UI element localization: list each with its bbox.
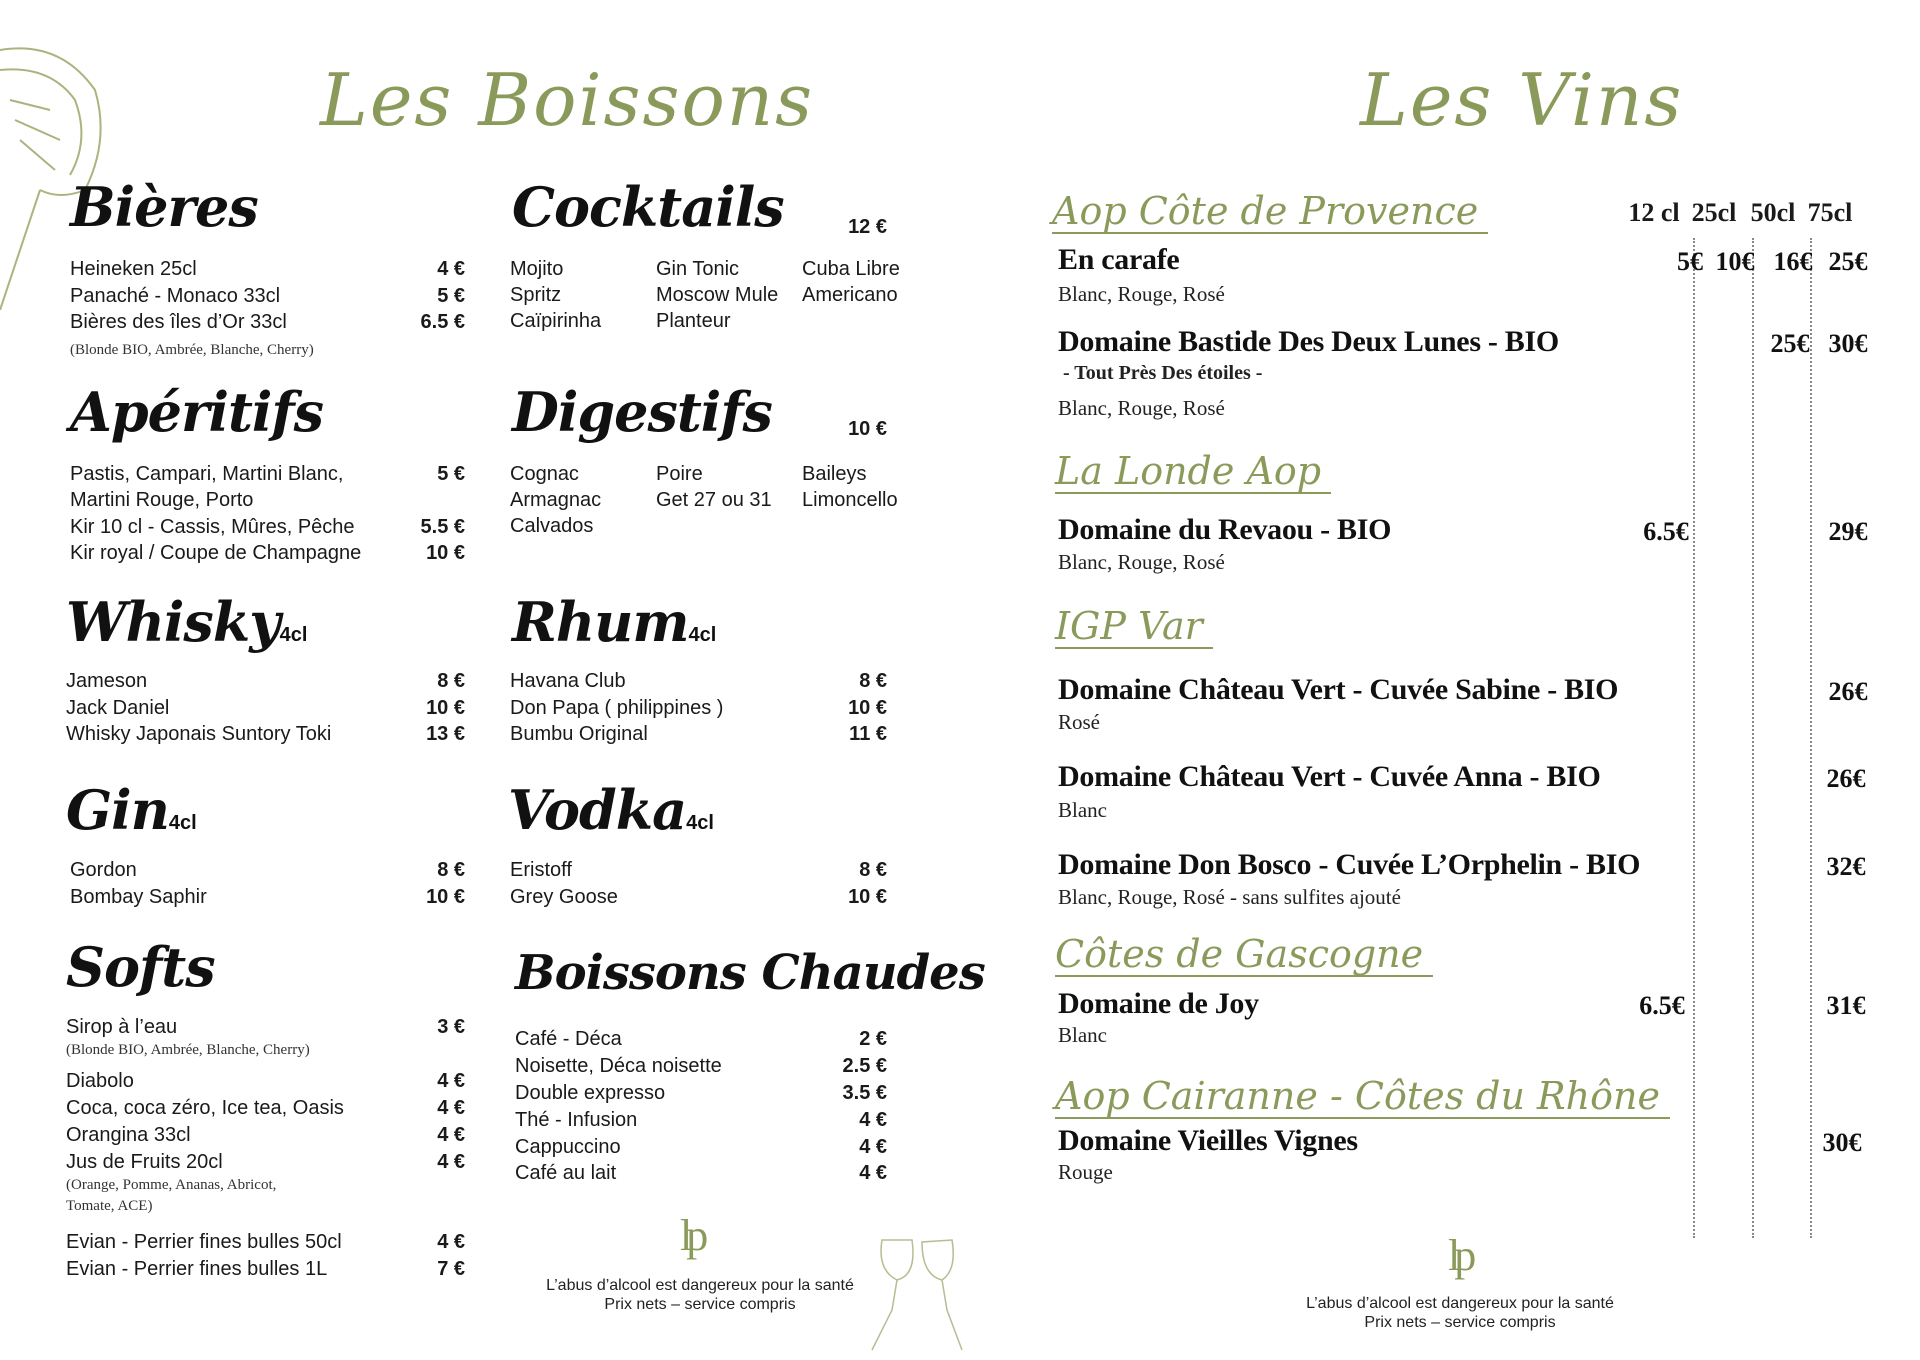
item-price: 4 € [859, 1162, 887, 1184]
list-item: Panaché - Monaco 33cl [70, 285, 281, 307]
wine-price: 30€ [1822, 1128, 1862, 1157]
footer-left [500, 1276, 900, 1314]
list-item: Evian - Perrier fines bulles 1L [66, 1258, 328, 1280]
wine-price: 25€ [1770, 329, 1810, 358]
item-price: 8 € [859, 859, 887, 881]
page-title-boissons: Les Boissons [320, 58, 815, 142]
item-price: 5 € [437, 285, 465, 307]
wine-price: 6.5€ [1643, 517, 1689, 546]
wine-price: 6.5€ [1639, 991, 1685, 1020]
whisky-title: Whisky [66, 590, 280, 654]
item-price: 5 € [437, 463, 465, 485]
wine-colors: Blanc, Rouge, Rosé [1058, 550, 1225, 574]
list-item: Moscow Mule [656, 284, 779, 306]
item-price: 4 € [437, 1097, 465, 1119]
wine-colors: Rosé [1058, 710, 1100, 734]
footer-right-line1: L’abus d’alcool est dangereux pour la santé [1306, 1295, 1614, 1312]
list-item: Baileys [802, 463, 867, 485]
item-price: 2 € [859, 1028, 887, 1050]
item-price: 6.5 € [420, 311, 465, 333]
list-item: Havana Club [510, 670, 626, 692]
wine-name: Domaine Don Bosco - Cuvée L’Orphelin - BIO [1058, 848, 1641, 881]
footer-right [1260, 1294, 1660, 1332]
wine-price: 10€ [1715, 247, 1755, 276]
list-item: Coca, coca zéro, Ice tea, Oasis [66, 1097, 344, 1119]
list-item: Americano [802, 284, 898, 306]
list-item: Planteur [656, 310, 731, 332]
list-item: Noisette, Déca noisette [515, 1055, 722, 1077]
wine-name: Domaine de Joy [1058, 987, 1259, 1020]
item-price: 4 € [437, 1124, 465, 1146]
item-price: 8 € [437, 859, 465, 881]
footer-left-line1: L’abus d’alcool est dangereux pour la santé [546, 1277, 854, 1294]
wine-colors: Rouge [1058, 1160, 1113, 1184]
col-25cl: 25cl [1691, 198, 1737, 227]
item-price: 11 € [849, 723, 887, 745]
item-price: 4 € [437, 1070, 465, 1092]
section-title-softs: Softs [66, 935, 215, 999]
wine-name: Domaine Bastide Des Deux Lunes - BIO [1058, 325, 1559, 358]
item-price: 10 € [848, 697, 887, 719]
wine-name: En carafe [1058, 243, 1180, 276]
column-divider [1752, 238, 1754, 1238]
wine-price: 32€ [1826, 852, 1866, 881]
region-cotes-de-gascogne: Côtes de Gascogne [1055, 933, 1433, 977]
gin-title: Gin [66, 778, 169, 842]
footer-right-line2: Prix nets – service compris [1364, 1314, 1556, 1331]
wine-colors: Blanc, Rouge, Rosé [1058, 396, 1225, 420]
list-item: Caïpirinha [510, 310, 602, 332]
item-price: 3 € [437, 1016, 465, 1038]
wine-price: 30€ [1828, 329, 1868, 358]
section-title-rhum [512, 590, 716, 654]
item-price: 4 € [437, 258, 465, 280]
wine-name: Domaine du Revaou - BIO [1058, 513, 1392, 546]
bieres-note: (Blonde BIO, Ambrée, Blanche, Cherry) [70, 342, 314, 358]
softs-note-jus-1: (Orange, Pomme, Ananas, Abricot, [66, 1177, 277, 1193]
list-item: Jameson [66, 670, 148, 692]
wine-colors: Blanc [1058, 1023, 1107, 1047]
section-title-vodka [508, 778, 714, 842]
page-title-vins: Les Vins [1360, 58, 1684, 142]
list-item: Limoncello [802, 489, 898, 511]
region-cote-de-provence: Aop Côte de Provence [1052, 190, 1488, 234]
section-title-gin [66, 778, 197, 842]
softs-note-jus-2: Tomate, ACE) [66, 1198, 153, 1214]
item-price: 4 € [437, 1151, 465, 1173]
list-item: Jus de Fruits 20cl [66, 1151, 223, 1173]
item-price: 10 € [426, 542, 465, 564]
wine-name: Domaine Vieilles Vignes [1058, 1124, 1358, 1157]
list-item: Evian - Perrier fines bulles 50cl [66, 1231, 342, 1253]
wine-colors: Blanc, Rouge, Rosé - sans sulfites ajouté [1058, 885, 1401, 909]
list-item: Kir 10 cl - Cassis, Mûres, Pêche [70, 516, 355, 538]
list-item: Double expresso [515, 1082, 666, 1104]
lp-logo-right: lp [1448, 1231, 1471, 1280]
wine-colors: Blanc [1058, 798, 1107, 822]
list-item: Gordon [70, 859, 137, 881]
list-item: Café au lait [515, 1162, 617, 1184]
item-price: 7 € [437, 1258, 465, 1280]
wine-name: Domaine Château Vert - Cuvée Sabine - BIO [1058, 673, 1619, 706]
list-item: Jack Daniel [66, 697, 170, 719]
vodka-unit: 4cl [686, 812, 714, 834]
wine-subtitle: - Tout Près Des étoiles - [1063, 362, 1263, 384]
whisky-unit: 4cl [279, 624, 308, 646]
section-title-bieres: Bières [70, 175, 258, 239]
list-item: Mojito [510, 258, 564, 280]
list-item: Bumbu Original [510, 723, 648, 745]
list-item: Grey Goose [510, 886, 618, 908]
item-price: 5.5 € [420, 516, 465, 538]
col-12cl: 12 cl [1628, 198, 1680, 227]
item-price: 4 € [859, 1136, 887, 1158]
list-item: Eristoff [510, 859, 572, 881]
list-item: Cognac [510, 463, 579, 485]
item-price: 10 € [426, 697, 465, 719]
item-price: 13 € [426, 723, 465, 745]
list-item: Spritz [510, 284, 562, 306]
wine-price: 16€ [1773, 247, 1813, 276]
list-item: Whisky Japonais Suntory Toki [66, 723, 332, 745]
digestifs-price: 10 € [848, 418, 887, 440]
region-igp-var: IGP Var [1055, 605, 1213, 649]
col-75cl: 75cl [1807, 198, 1853, 227]
region-la-londe: La Londe Aop [1055, 450, 1331, 494]
wine-colors: Blanc, Rouge, Rosé [1058, 282, 1225, 306]
rhum-title: Rhum [512, 590, 689, 654]
list-item: Don Papa ( philippines ) [510, 697, 724, 719]
item-price: 10 € [426, 886, 465, 908]
list-item: Thé - Infusion [515, 1109, 638, 1131]
list-item: Kir royal / Coupe de Champagne [70, 542, 362, 564]
list-item: Bières des îles d’Or 33cl [70, 311, 287, 333]
wine-name: Domaine Château Vert - Cuvée Anna - BIO [1058, 760, 1601, 793]
list-item: Pastis, Campari, Martini Blanc, [70, 463, 344, 485]
vodka-title: Vodka [508, 778, 687, 842]
list-item: Bombay Saphir [70, 886, 207, 908]
list-item: Poire [656, 463, 703, 485]
wine-price: 5€ [1677, 247, 1703, 276]
list-item: Diabolo [66, 1070, 134, 1092]
item-price: 8 € [859, 670, 887, 692]
list-item: Martini Rouge, Porto [70, 489, 254, 511]
section-title-digestifs: Digestifs [512, 380, 772, 444]
wine-price: 26€ [1828, 677, 1868, 706]
item-price: 8 € [437, 670, 465, 692]
section-title-cocktails: Cocktails [512, 175, 784, 239]
item-price: 4 € [437, 1231, 465, 1253]
list-item: Armagnac [510, 489, 602, 511]
wine-price: 26€ [1826, 764, 1866, 793]
section-title-chaudes: Boissons Chaudes [515, 945, 985, 1001]
list-item: Cappuccino [515, 1136, 621, 1158]
item-price: 4 € [859, 1109, 887, 1131]
list-item: Gin Tonic [656, 258, 740, 280]
list-item: Orangina 33cl [66, 1124, 191, 1146]
softs-note-sirop: (Blonde BIO, Ambrée, Blanche, Cherry) [66, 1042, 310, 1058]
item-price: 10 € [848, 886, 887, 908]
region-cairanne: Aop Cairanne - Côtes du Rhône [1055, 1075, 1670, 1119]
wine-price: 31€ [1826, 991, 1866, 1020]
list-item: Get 27 ou 31 [656, 489, 772, 511]
list-item: Café - Déca [515, 1028, 622, 1050]
lp-logo-left: lp [680, 1211, 703, 1260]
item-price: 3.5 € [842, 1082, 887, 1104]
wine-price: 29€ [1828, 517, 1868, 546]
rhum-unit: 4cl [688, 624, 717, 646]
list-item: Cuba Libre [802, 258, 900, 280]
cocktails-price: 12 € [848, 216, 887, 238]
gin-unit: 4cl [168, 812, 197, 834]
list-item: Calvados [510, 515, 594, 537]
wine-price: 25€ [1828, 247, 1868, 276]
column-divider [1693, 238, 1695, 1238]
item-price: 2.5 € [842, 1055, 887, 1077]
list-item: Sirop à l’eau [66, 1016, 178, 1038]
list-item: Heineken 25cl [70, 258, 197, 280]
section-title-whisky [66, 590, 307, 654]
column-divider [1810, 238, 1812, 1238]
section-title-aperitifs: Apéritifs [70, 380, 324, 444]
footer-left-line2: Prix nets – service compris [604, 1296, 796, 1313]
col-50cl: 50cl [1750, 198, 1796, 227]
